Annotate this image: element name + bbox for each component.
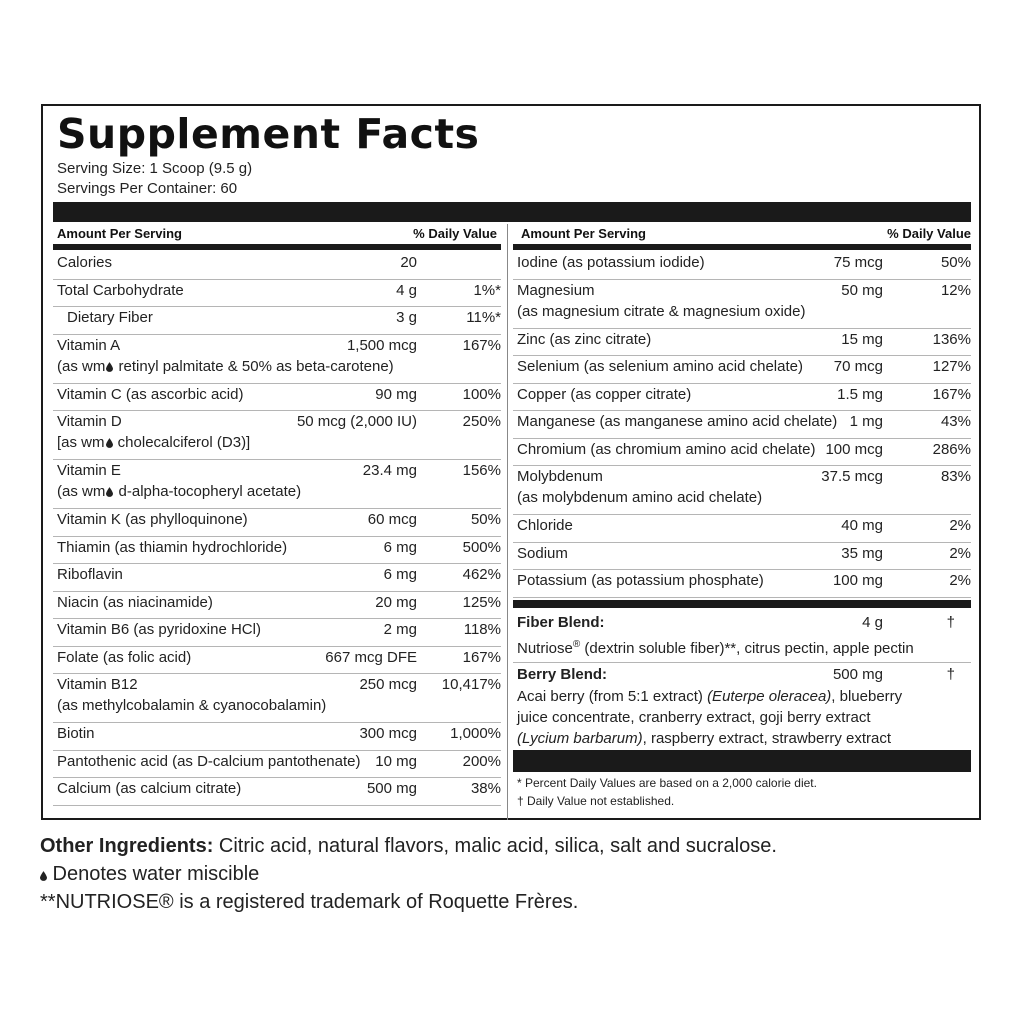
nutrient-source: (as wm retinyl palmitate & 50% as beta-carotene): [57, 357, 394, 375]
nutrient-row: [513, 465, 971, 515]
nutrient-amount: 90 mg: [375, 385, 417, 403]
nutrient-row: [53, 251, 501, 280]
fiber-blend-row: [513, 612, 971, 663]
berry-line-2: juice concentrate, cranberry extract, goji berry extract: [517, 709, 871, 726]
nutrient-daily-value: 50%: [470, 511, 501, 528]
nutrient-amount: 1 mg: [849, 413, 883, 430]
nutrient-row: [53, 777, 501, 806]
nutrient-name: Molybdenum: [517, 468, 603, 485]
nutrient-name: Magnesium: [517, 281, 595, 299]
nutrient-name: Total Carbohydrate: [57, 281, 184, 299]
nutrient-name: Copper (as copper citrate): [517, 385, 692, 403]
water-miscible-note: [40, 860, 777, 888]
right-column-header: [513, 224, 971, 244]
nutrient-daily-value: 83%: [940, 468, 971, 485]
nutrient-row: [53, 563, 501, 592]
nutrient-name: Manganese (as manganese amino acid chelate): [517, 413, 838, 430]
nutrient-amount: 3 g: [396, 309, 417, 326]
nutrient-amount: 1.5 mg: [837, 385, 883, 403]
nutrient-row: [53, 459, 501, 509]
nutrient-name: Chromium (as chromium amino acid chelate): [517, 440, 816, 458]
nutrient-name: Calcium (as calcium citrate): [57, 780, 242, 797]
nutrient-name: Dietary Fiber: [67, 309, 153, 326]
berry-blend-dv: †: [946, 666, 955, 683]
nutrient-daily-value: 167%: [932, 385, 971, 403]
header-bar: [53, 202, 971, 222]
nutrient-row: [53, 673, 501, 723]
fiber-blend-text-b: (dextrin soluble fiber)**, citrus pectin, apple pectin: [580, 640, 914, 657]
nutrient-name: Calories: [57, 254, 113, 271]
nutrient-daily-value: 125%: [462, 593, 501, 611]
nutrient-row: [513, 328, 971, 357]
serving-size: Serving Size: 1 Scoop (9.5 g): [57, 160, 253, 177]
nutrient-daily-value: 118%: [463, 621, 501, 638]
nutrient-name: Chloride: [517, 517, 573, 534]
other-ingredients-line: [40, 832, 777, 860]
nutrient-row: [513, 251, 971, 280]
amount-per-serving-label: Amount Per Serving: [521, 226, 646, 241]
divider-bar: [513, 600, 971, 608]
nutrient-row: [513, 279, 971, 329]
fiber-blend-ingredients: [517, 634, 957, 659]
nutrient-daily-value: 43%: [940, 413, 971, 430]
nutrient-name: Vitamin B12: [57, 676, 138, 693]
nutrient-daily-value: 156%: [462, 462, 501, 479]
fiber-blend-amount: 4 g: [862, 614, 883, 631]
water-drop-icon: [106, 438, 113, 448]
nutrient-amount: 250 mcg: [359, 676, 417, 693]
berry-line-1-italic: (Euterpe oleracea): [707, 688, 832, 705]
nutrient-amount: 70 mcg: [833, 358, 883, 375]
berry-line-1a: Acai berry (from 5:1 extract): [517, 688, 708, 705]
nutrient-amount: 60 mcg: [367, 511, 417, 528]
nutrient-amount: 100 mcg: [825, 440, 883, 458]
nutrient-daily-value: 38%: [470, 780, 501, 797]
nutrient-row: [513, 542, 971, 571]
divider-bar: [513, 750, 971, 772]
panel-title: Supplement Facts: [57, 110, 480, 158]
nutrient-name: Vitamin C (as ascorbic acid): [57, 385, 244, 403]
nutrient-amount: 4 g: [396, 281, 417, 299]
nutrient-name: Iodine (as potassium iodide): [517, 254, 705, 271]
left-column-header: [53, 224, 501, 244]
nutrient-daily-value: 12%: [940, 281, 971, 299]
nutrient-name: Selenium (as selenium amino acid chelate): [517, 358, 803, 375]
nutrient-amount: 35 mg: [841, 544, 883, 562]
water-drop-icon: [106, 487, 113, 497]
nutrient-row: [513, 569, 971, 598]
nutrient-daily-value: 1,000%: [450, 725, 501, 742]
nutrient-daily-value: 167%: [462, 336, 501, 354]
berry-blend-amount: 500 mg: [832, 666, 883, 683]
nutrient-name: Pantothenic acid (as D-calcium pantothenate): [57, 752, 361, 770]
berry-blend-ingredients: [517, 686, 957, 749]
nutrient-amount: 50 mcg (2,000 IU): [296, 413, 417, 430]
nutrient-amount: 100 mg: [832, 572, 883, 589]
nutrient-row: [513, 383, 971, 412]
nutrient-daily-value: 2%: [949, 544, 971, 562]
nutrient-row: [513, 355, 971, 384]
nutrient-amount: 1,500 mcg: [346, 336, 417, 354]
nutrient-amount: 40 mg: [841, 517, 883, 534]
nutrient-row: [53, 646, 501, 675]
registered-mark: ®: [572, 639, 581, 650]
column-divider: [507, 224, 508, 820]
supplement-facts-panel: [41, 104, 981, 820]
nutrient-daily-value: 136%: [932, 330, 971, 348]
nutrient-amount: 500 mg: [366, 780, 417, 797]
nutrient-row: [513, 514, 971, 543]
berry-line-3: , raspberry extract, strawberry extract: [642, 730, 892, 747]
nutrient-source: (as molybdenum amino acid chelate): [517, 489, 763, 506]
daily-value-label: % Daily Value: [887, 226, 971, 241]
nutrient-daily-value: 1%*: [473, 281, 501, 299]
nutrient-row: [513, 438, 971, 467]
nutrient-row: [53, 536, 501, 565]
nutrient-amount: 37.5 mcg: [821, 468, 883, 485]
nutrient-row: [53, 306, 501, 335]
nutrient-name: Potassium (as potassium phosphate): [517, 572, 764, 589]
nutrient-name: Vitamin E: [57, 462, 121, 479]
nutrient-name: Niacin (as niacinamide): [57, 593, 213, 611]
nutrient-name: Riboflavin: [57, 566, 123, 583]
nutrient-name: Folate (as folic acid): [57, 648, 192, 666]
nutrient-row: [53, 410, 501, 460]
nutrient-name: Sodium: [517, 544, 568, 562]
divider-bar: [53, 244, 501, 250]
nutrient-daily-value: 10,417%: [441, 676, 501, 693]
water-drop-icon: [40, 871, 47, 881]
nutrient-amount: 23.4 mg: [362, 462, 417, 479]
nutrient-row: [53, 722, 501, 751]
percent-dv-footnote: * Percent Daily Values are based on a 2,000 calorie diet.: [517, 776, 817, 790]
nutrient-daily-value: 100%: [462, 385, 501, 403]
berry-blend-title: Berry Blend:: [517, 666, 608, 683]
berry-line-1b: , blueberry: [831, 688, 903, 705]
nutrient-daily-value: 2%: [949, 572, 971, 589]
nutrient-daily-value: 200%: [462, 752, 501, 770]
nutrient-daily-value: 11%*: [466, 309, 501, 326]
nutrient-amount: 6 mg: [383, 538, 417, 556]
nutrient-amount: 667 mcg DFE: [325, 648, 417, 666]
nutrient-row: [53, 591, 501, 620]
nutrient-name: Vitamin B6 (as pyridoxine HCl): [57, 621, 261, 638]
amount-per-serving-label: Amount Per Serving: [57, 226, 182, 241]
nutrient-amount: 50 mg: [841, 281, 883, 299]
nutrient-amount: 6 mg: [383, 566, 417, 583]
nutrient-daily-value: 127%: [932, 358, 971, 375]
nutrient-amount: 2 mg: [383, 621, 417, 638]
nutrient-amount: 300 mcg: [359, 725, 417, 742]
water-miscible-text: Denotes water miscible: [47, 863, 260, 885]
nutrient-amount: 20: [400, 254, 417, 271]
nutrient-source: [as wm cholecalciferol (D3)]: [57, 434, 251, 451]
nutrient-amount: 10 mg: [375, 752, 417, 770]
nutrient-row: [53, 508, 501, 537]
nutrient-amount: 75 mcg: [833, 254, 883, 271]
other-ingredients-label: Other Ingredients:: [40, 835, 214, 857]
nutrient-row: [53, 750, 501, 779]
nutrient-amount: 20 mg: [375, 593, 417, 611]
nutrient-source: (as magnesium citrate & magnesium oxide): [517, 302, 806, 320]
dagger-footnote: † Daily Value not established.: [517, 794, 675, 808]
berry-blend-row: [513, 662, 971, 750]
nutrient-row: [53, 334, 501, 384]
nutrient-source: (as methylcobalamin & cyanocobalamin): [57, 697, 327, 714]
nutrient-daily-value: 2%: [949, 517, 971, 534]
divider-bar: [513, 244, 971, 250]
nutrient-daily-value: 167%: [462, 648, 501, 666]
nutrient-row: [53, 279, 501, 308]
nutrient-name: Vitamin A: [57, 336, 121, 354]
fiber-blend-title: Fiber Blend:: [517, 614, 605, 631]
fiber-blend-text-a: Nutriose: [517, 640, 573, 657]
servings-per-container: Servings Per Container: 60: [57, 180, 238, 197]
nutrient-daily-value: 50%: [940, 254, 971, 271]
nutrient-row: [53, 383, 501, 412]
daily-value-label: % Daily Value: [413, 226, 497, 241]
other-ingredients-section: [40, 832, 777, 916]
nutrient-name: Zinc (as zinc citrate): [517, 330, 652, 348]
trademark-note: **NUTRIOSE® is a registered trademark of Roquette Frères.: [40, 891, 579, 913]
water-drop-icon: [106, 362, 113, 372]
nutrient-name: Thiamin (as thiamin hydrochloride): [57, 538, 288, 556]
nutrient-daily-value: 462%: [462, 566, 501, 583]
nutrient-name: Vitamin K (as phylloquinone): [57, 511, 248, 528]
nutrient-row: [53, 618, 501, 647]
nutrient-name: Biotin: [57, 725, 95, 742]
nutrient-daily-value: 250%: [462, 413, 501, 430]
nutrient-daily-value: 286%: [932, 440, 971, 458]
berry-line-3-italic: (Lycium barbarum): [517, 730, 643, 747]
other-ingredients-text: Citric acid, natural flavors, malic acid, silica, salt and sucralose.: [213, 835, 777, 857]
nutrient-amount: 15 mg: [841, 330, 883, 348]
nutrient-row: [513, 410, 971, 439]
fiber-blend-dv: †: [946, 614, 955, 631]
nutrient-name: Vitamin D: [57, 413, 122, 430]
nutrient-daily-value: 500%: [462, 538, 501, 556]
nutrient-source: (as wm d-alpha-tocopheryl acetate): [57, 483, 302, 500]
